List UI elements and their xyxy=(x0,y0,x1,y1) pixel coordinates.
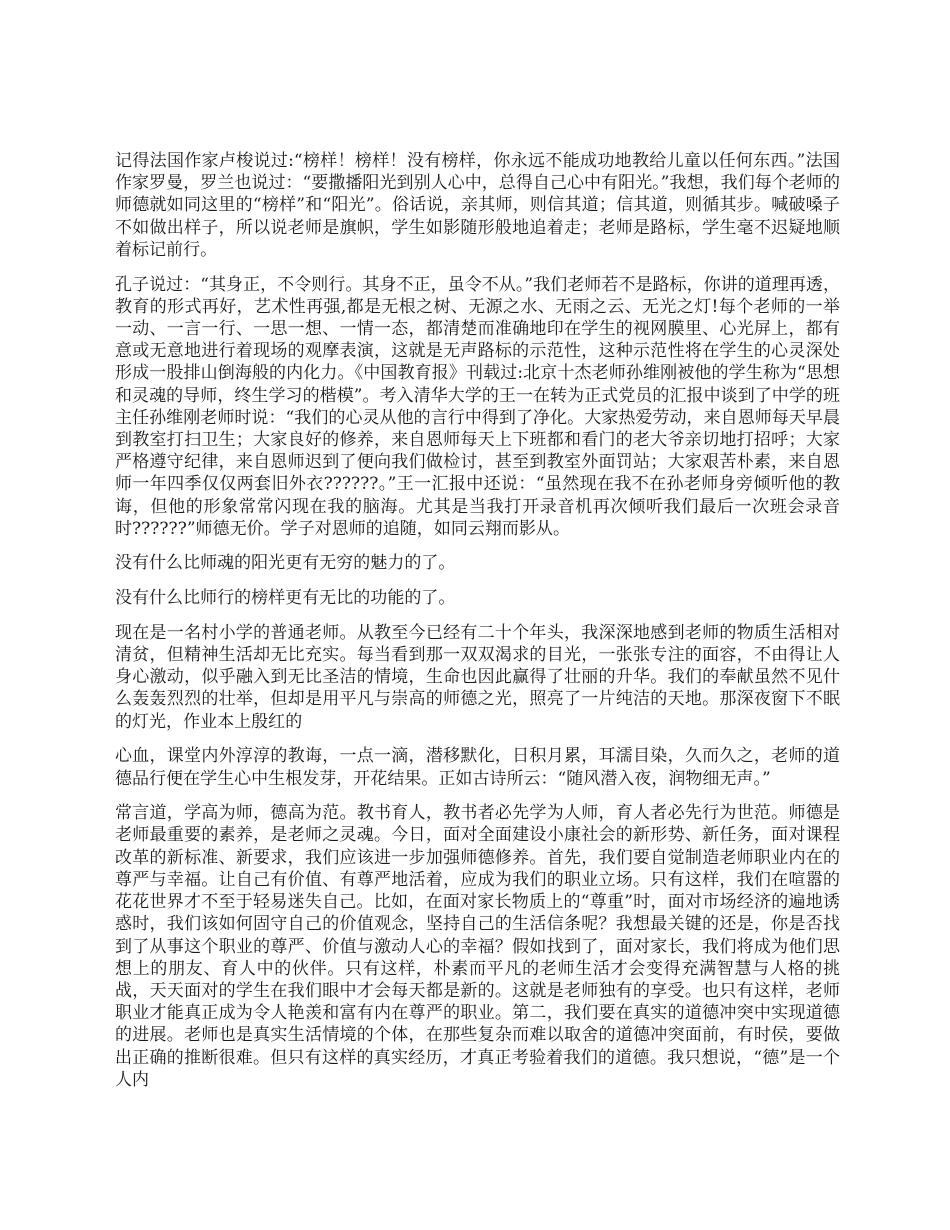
paragraph: 现在是一名村小学的普通老师。从教至今已经有二十个年头，我深深地感到老师的物质生活相对清贫，但精神生活却无比充实。每当看到那一双双渴求的目光，一张张专注的面容，不由得让人身心激动，似乎融入到无比圣洁的情境，生命也因此赢得了壮丽的升华。我们的奉献虽然不见什么轰轰烈烈的壮举，但却是用平凡与崇高的师德之光，照亮了一片纯洁的天地。那深夜窗下不眠的灯光，作业本上殷红的 xyxy=(115,622,840,732)
paragraph: 记得法国作家卢梭说过:“榜样！榜样！没有榜样，你永远不能成功地教给儿童以任何东西。”法国作家罗曼，罗兰也说过：“要撒播阳光到别人心中，总得自己心中有阳光。”我想，我们每个老师的师德就如同这里的“榜样”和“阳光”。俗话说，亲其师，则信其道；信其道，则循其步。喊破嗓子不如做出样子，所以说老师是旗帜，学生如影随形般地追着走；老师是路标，学生毫不迟疑地顺着标记前行。 xyxy=(115,151,840,260)
paragraph: 孔子说过：“其身正，不令则行。其身不正，虽令不从。”我们老师若不是路标，你讲的道理再透，教育的形式再好，艺术性再强,都是无根之树、无源之水、无雨之云、无光之灯!每个老师的一举一动、一言一行、一思一想、一情一态，都清楚而准确地印在学生的视网膜里、心光屏上，都有意或无意地进行着现场的观摩表演，这就是无声路标的示范性，这种示范性将在学生的心灵深处形成一股排山倒海般的内化力。《中国教育报》刊载过:北京十杰老师孙维刚被他的学生称为“思想和灵魂的导师，终生学习的楷模”。考入清华大学的王一在转为正式党员的汇报中谈到了中学的班主任孙维刚老师时说：“我们的心灵从他的言行中得到了净化。大家热爱劳动，来自恩师每天早晨到教室打扫卫生；大家良好的修养，来自恩师每天上下班都和看门的老大爷亲切地打招呼；大家严格遵守纪律，来自恩师迟到了便向我们做检讨，甚至到教室外面罚站；大家艰苦朴素，来自恩师一年四季仅仅两套旧外衣??????。”王一汇报中还说：“虽然现在我不在孙老师身旁倾听他的教诲，但他的形象常常闪现在我的脑海。尤其是当我打开录音机再次倾听我们最后一次班会录音时??????”师德无价。学子对恩师的追随，如同云翔而影从。 xyxy=(115,274,840,539)
paragraph: 常言道，学高为师，德高为范。教书育人，教书者必先学为人师，育人者必先行为世范。师德是老师最重要的素养，是老师之灵魂。今日，面对全面建设小康社会的新形势、新任务，面对课程改革的新标准、新要求，我们应该进一步加强师德修养。首先，我们要自觉制造老师职业内在的尊严与幸福。让自己有价值、有尊严地活着，应成为我们的职业立场。只有这样，我们在喧嚣的花花世界才不至于轻易迷失自己。比如，在面对家长物质上的“尊重”时，面对市场经济的遍地诱惑时，我们该如何固守自己的价值观念，坚持自己的生活信条呢？我想最关键的还是，你是否找到了从事这个职业的尊严、价值与激动人心的幸福？假如找到了，面对家长，我们将成为他们思想上的朋友、育人中的伙伴。只有这样，朴素而平凡的老师生活才会变得充满智慧与人格的挑战，天天面对的学生在我们眼中才会每天都是新的。这就是老师独有的享受。也只有这样，老师职业才能真正成为令人艳羡和富有内在尊严的职业。第二，我们要在真实的道德冲突中实现道德的进展。老师也是真实生活情境的个体，在那些复杂而难以取舍的道德冲突面前，有时侯，要做出正确的推断很难。但只有这样的真实经历，才真正考验着我们的道德。我只想说，“德”是一个人内 xyxy=(115,803,840,1090)
paragraph: 心血，课堂内外淳淳的教诲，一点一滴，潜移默化，日积月累，耳濡目染，久而久之，老师的道德品行便在学生心中生根发芽，开花结果。正如古诗所云：“随风潜入夜，润物细无声。” xyxy=(115,746,840,789)
paragraph: 没有什么比师魂的阳光更有无穷的魅力的了。 xyxy=(115,553,456,574)
document-body xyxy=(115,150,840,1103)
paragraph: 没有什么比师行的榜样更有无比的功能的了。 xyxy=(115,588,456,609)
